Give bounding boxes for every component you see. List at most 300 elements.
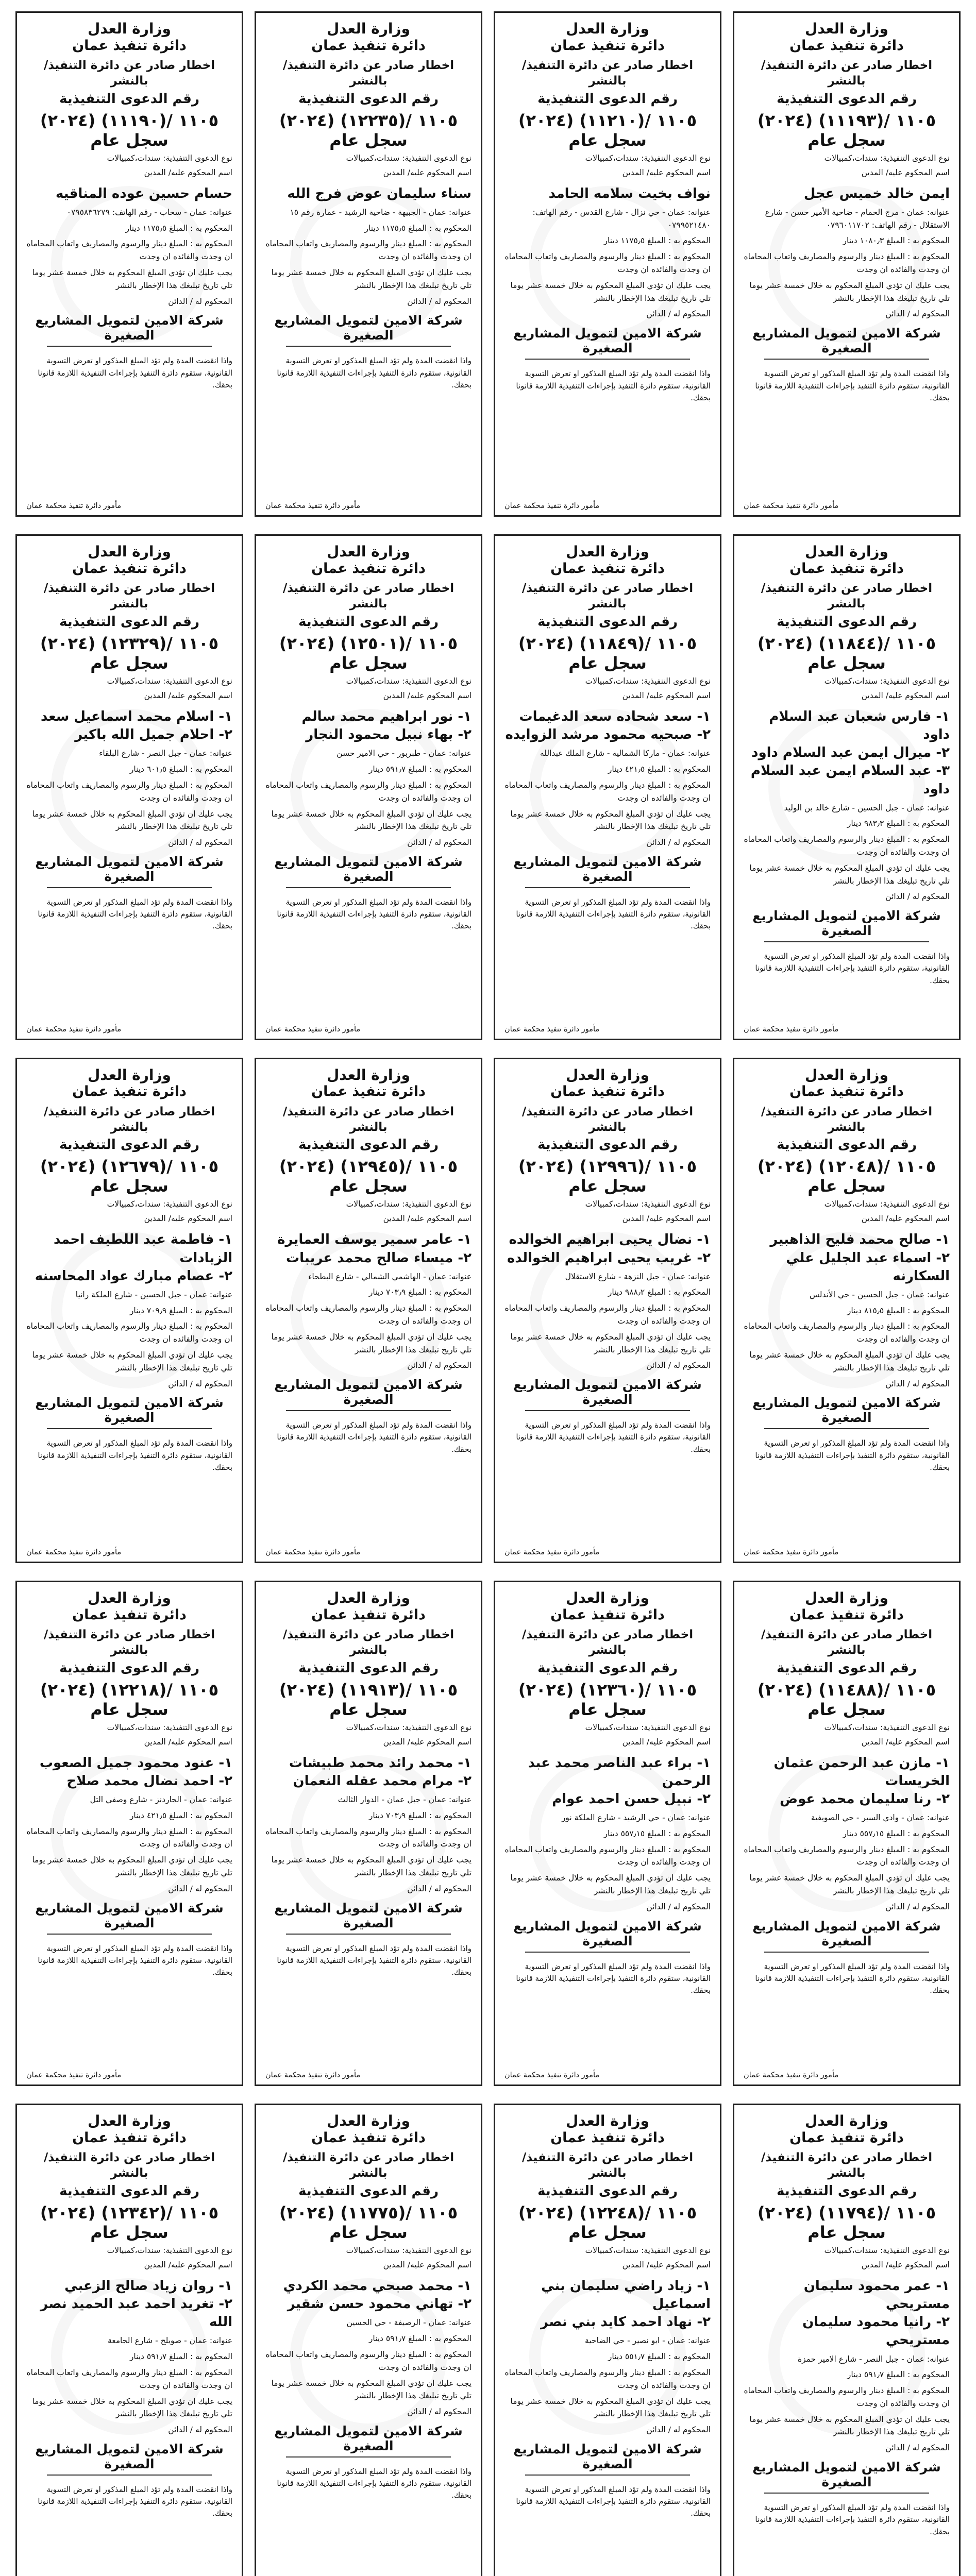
creditor-company: شركة الامين لتمويل المشاريع الصغيرة: [752, 326, 941, 356]
department-title: دائرة تنفيذ عمان: [72, 1606, 187, 1623]
demand-text: يجب عليك ان تؤدي المبلغ المحكوم به خلال خمسة عشر يوما تلي تاريخ تبليغك هذا الإخطار بالنشر: [32, 1855, 232, 1877]
case-number-label: رقم الدعوى التنفيذية: [537, 614, 678, 630]
notice-title: اخطار صادر عن دائرة التنفيذ/ بالنشر: [43, 58, 215, 88]
execution-notice: [255, 534, 482, 1040]
divider: [525, 2475, 690, 2476]
divider: [764, 941, 929, 942]
creditor-label: المحكوم له / الدائن: [646, 1361, 711, 1370]
notice-title: اخطار صادر عن دائرة التنفيذ/ بالنشر: [761, 58, 933, 88]
ministry-title: وزارة العدل: [805, 543, 888, 561]
notice-footer: واذا انقضت المدة ولم تؤد المبلغ المذكور او تعرض التسوية القانونية، ستقوم دائرة التنفيذ بإجراءات التنفيذية اللازمة قانونا بحقك.: [755, 369, 950, 402]
ministry-title: وزارة العدل: [327, 2112, 410, 2130]
case-number-label: رقم الدعوى التنفيذية: [777, 1137, 917, 1153]
debtor-list: [265, 708, 472, 744]
ministry-title: وزارة العدل: [805, 2112, 888, 2130]
ministry-title: وزارة العدل: [327, 20, 410, 37]
case-number: ١١٠٥ /(١٢٣٢٩) (٢٠٢٤) سجل عام: [40, 634, 219, 673]
case-number-label: رقم الدعوى التنفيذية: [537, 1660, 678, 1676]
notice-footer: واذا انقضت المدة ولم تؤد المبلغ المذكور او تعرض التسوية القانونية، ستقوم دائرة التنفيذ بإجراءات التنفيذية اللازمة قانونا بحقك.: [277, 1420, 472, 1454]
divider: [47, 1428, 212, 1429]
debtor-address: عنوانه: عمان - جبل الحسين - شارع خالد بن الوليد: [784, 803, 950, 812]
debtor-name: ٢- نبيل حسن احمد عوام: [552, 1791, 711, 1807]
notice-title: اخطار صادر عن دائرة التنفيذ/ بالنشر: [43, 1628, 215, 1657]
department-title: دائرة تنفيذ عمان: [72, 1083, 187, 1100]
case-number-label: رقم الدعوى التنفيذية: [777, 1660, 917, 1676]
debtor-list: [504, 1754, 711, 1808]
demand-text: يجب عليك ان تؤدي المبلغ المحكوم به خلال خمسة عشر يوما تلي تاريخ تبليغك هذا الإخطار بالنشر: [749, 863, 950, 886]
case-number-label: رقم الدعوى التنفيذية: [59, 91, 199, 107]
notice-title: اخطار صادر عن دائرة التنفيذ/ بالنشر: [761, 2151, 933, 2180]
debtor-name: ٢- صبحيه محمود مرشد الزوايده: [505, 727, 711, 743]
amount-line: المحكوم به : المبلغ ١١٧٥٫٥ دينار: [603, 236, 711, 246]
notice-title: اخطار صادر عن دائرة التنفيذ/ بالنشر: [43, 2151, 215, 2180]
debtor-list: [504, 1231, 711, 1267]
case-number-label: رقم الدعوى التنفيذية: [59, 2183, 199, 2199]
execution-notice: [15, 1058, 243, 1563]
debtor-name: ايمن خالد خميس عجل: [803, 185, 950, 201]
debtor-name: ١- عمر محمود سليمان مستريحي: [803, 2278, 950, 2312]
creditor-label: المحكوم له / الدائن: [646, 838, 711, 848]
notice-title: اخطار صادر عن دائرة التنفيذ/ بالنشر: [282, 58, 455, 88]
creditor-label: المحكوم له / الدائن: [407, 1361, 472, 1370]
execution-notice: [494, 2104, 721, 2576]
divider: [47, 1934, 212, 1935]
case-number: ١١٠٥ /(١٢٠٤٨) (٢٠٢٤) سجل عام: [757, 1157, 936, 1196]
debtor-address: عنوانه: عمان - ماركا الشمالية - شارع الملك عبدالله: [540, 749, 711, 758]
amount-terms: المحكوم به : المبلغ دينار والرسوم والمصاريف واتعاب المحاماه ان وجدت والفائده ان وجدت: [744, 252, 950, 275]
amount-line: المحكوم به : المبلغ ٧٠٣٫٩ دينار: [368, 1810, 472, 1820]
case-type: نوع الدعوى التنفيذية: سندات،كمبيالات: [824, 153, 950, 163]
case-type: نوع الدعوى التنفيذية: سندات،كمبيالات: [346, 1722, 472, 1732]
divider: [286, 887, 451, 888]
execution-notice: [15, 534, 243, 1040]
debtor-list: [504, 185, 711, 203]
divider: [525, 359, 690, 360]
judgment-line: اسم المحكوم عليه/ المدين: [144, 1737, 232, 1747]
amount-line: المحكوم به : المبلغ ٥٥١٫٧ دينار: [608, 2352, 711, 2362]
demand-text: يجب عليك ان تؤدي المبلغ المحكوم به خلال خمسة عشر يوما تلي تاريخ تبليغك هذا الإخطار بالنشر: [749, 280, 950, 303]
notice-title: اخطار صادر عن دائرة التنفيذ/ بالنشر: [521, 582, 694, 611]
amount-line: المحكوم به : المبلغ ٧٠٣٫٩ دينار: [368, 1287, 472, 1297]
creditor-label: المحكوم له / الدائن: [885, 309, 950, 319]
demand-text: يجب عليك ان تؤدي المبلغ المحكوم به خلال خمسة عشر يوما تلي تاريخ تبليغك هذا الإخطار بالنشر: [271, 809, 472, 832]
amount-line: المحكوم به : المبلغ ٥٩١٫٧ دينار: [368, 765, 472, 774]
debtor-name: ١- زياد راضي سليمان بني اسماعيل: [541, 2278, 711, 2312]
signature: مأمور دائرة تنفيذ محكمة عمان: [26, 502, 122, 511]
demand-text: يجب عليك ان تؤدي المبلغ المحكوم به خلال خمسة عشر يوما تلي تاريخ تبليغك هذا الإخطار بالنشر: [271, 268, 472, 290]
demand-text: يجب عليك ان تؤدي المبلغ المحكوم به خلال خمسة عشر يوما تلي تاريخ تبليغك هذا الإخطار بالنشر: [510, 2396, 711, 2419]
amount-terms: المحكوم به : المبلغ دينار والرسوم والمصاريف واتعاب المحاماه ان وجدت والفائده ان وجدت: [26, 1826, 232, 1849]
debtor-name: ١- سعد شحاده سعد الدغيمات: [519, 709, 711, 725]
spacer: [26, 1473, 232, 1545]
debtor-name: ٢- عصام مبارك عواد المحاسنه: [35, 1268, 232, 1284]
case-number-label: رقم الدعوى التنفيذية: [537, 2183, 678, 2199]
spacer: [744, 2538, 950, 2576]
debtor-address: عنوانه: عمان - جبل الحسين - حي الأندلس: [810, 1290, 950, 1299]
signature: مأمور دائرة تنفيذ محكمة عمان: [504, 502, 600, 511]
signature: مأمور دائرة تنفيذ محكمة عمان: [744, 1025, 839, 1033]
divider: [47, 346, 212, 347]
notice-title: اخطار صادر عن دائرة التنفيذ/ بالنشر: [521, 1105, 694, 1134]
debtor-name: ٢- احلام جميل الله باكير: [75, 727, 232, 743]
case-type: نوع الدعوى التنفيذية: سندات،كمبيالات: [107, 1199, 232, 1209]
execution-notice: [733, 11, 961, 517]
judgment-line: اسم المحكوم عليه/ المدين: [861, 167, 950, 177]
execution-notice: [15, 2104, 243, 2576]
creditor-company: شركة الامين لتمويل المشاريع الصغيرة: [274, 1377, 463, 1408]
signature: مأمور دائرة تنفيذ محكمة عمان: [744, 2071, 839, 2080]
debtor-address: عنوانه: عمان - ابو نصير - حي الضاحية: [585, 2336, 711, 2346]
notice-footer: واذا انقضت المدة ولم تؤد المبلغ المذكور او تعرض التسوية القانونية، ستقوم دائرة التنفيذ بإجراءات التنفيذية اللازمة قانونا بحقك.: [277, 1943, 472, 1977]
notice-footer: واذا انقضت المدة ولم تؤد المبلغ المذكور او تعرض التسوية القانونية، ستقوم دائرة التنفيذ بإجراءات التنفيذية اللازمة قانونا بحقك.: [755, 2503, 950, 2536]
notice-title: اخطار صادر عن دائرة التنفيذ/ بالنشر: [761, 1105, 933, 1134]
debtor-address: عنوانه: عمان - جبل عمان - الدوار الثالث: [338, 1794, 472, 1804]
amount-line: المحكوم به : المبلغ ٧٠٩٫٩ دينار: [129, 1306, 232, 1315]
debtor-list: [26, 708, 232, 744]
department-title: دائرة تنفيذ عمان: [789, 1606, 904, 1623]
ministry-title: وزارة العدل: [88, 2112, 171, 2130]
judgment-line: اسم المحكوم عليه/ المدين: [861, 1737, 950, 1747]
department-title: دائرة تنفيذ عمان: [311, 2129, 426, 2146]
amount-line: المحكوم به : المبلغ ١١٧٥٫٥ دينار: [364, 223, 472, 233]
case-number-label: رقم الدعوى التنفيذية: [298, 2183, 439, 2199]
execution-notice: [494, 11, 721, 517]
notice-footer: واذا انقضت المدة ولم تؤد المبلغ المذكور او تعرض التسوية القانونية، ستقوم دائرة التنفيذ بإجراءات التنفيذية اللازمة قانونا بحقك.: [755, 1961, 950, 1995]
debtor-name: ١- عامر سمير يوسف العمايرة: [277, 1232, 472, 1248]
notice-footer: واذا انقضت المدة ولم تؤد المبلغ المذكور او تعرض التسوية القانونية، ستقوم دائرة التنفيذ بإجراءات التنفيذية اللازمة قانونا بحقك.: [38, 1438, 232, 1472]
department-title: دائرة تنفيذ عمان: [311, 37, 426, 54]
notice-title: اخطار صادر عن دائرة التنفيذ/ بالنشر: [282, 582, 455, 611]
amount-line: المحكوم به : المبلغ ٤٢١٫٥ دينار: [129, 1810, 232, 1820]
creditor-company: شركة الامين لتمويل المشاريع الصغيرة: [752, 2460, 941, 2490]
spacer: [504, 2520, 711, 2576]
divider: [764, 1428, 929, 1429]
execution-notice: [15, 11, 243, 517]
demand-text: يجب عليك ان تؤدي المبلغ المحكوم به خلال خمسة عشر يوما تلي تاريخ تبليغك هذا الإخطار بالنشر: [510, 1873, 711, 1896]
amount-line: المحكوم به : المبلغ ٥٩١٫٧ دينار: [368, 2334, 472, 2344]
notice-footer: واذا انقضت المدة ولم تؤد المبلغ المذكور او تعرض التسوية القانونية، ستقوم دائرة التنفيذ بإجراءات التنفيذية اللازمة قانونا بحقك.: [516, 369, 711, 402]
debtor-list: [504, 2277, 711, 2331]
judgment-line: اسم المحكوم عليه/ المدين: [622, 1737, 711, 1747]
creditor-company: شركة الامين لتمويل المشاريع الصغيرة: [274, 2423, 463, 2453]
creditor-label: المحكوم له / الدائن: [885, 1379, 950, 1388]
notice-title: اخطار صادر عن دائرة التنفيذ/ بالنشر: [282, 1628, 455, 1657]
debtor-name: ٢- مرام محمد عقله النعمان: [293, 1773, 472, 1789]
spacer: [26, 1978, 232, 2068]
department-title: دائرة تنفيذ عمان: [311, 560, 426, 577]
ministry-title: وزارة العدل: [88, 1589, 171, 1606]
department-title: دائرة تنفيذ عمان: [311, 1606, 426, 1623]
debtor-list: [744, 1231, 950, 1285]
ministry-title: وزارة العدل: [566, 1066, 649, 1083]
creditor-company: شركة الامين لتمويل المشاريع الصغيرة: [274, 854, 463, 884]
divider: [47, 887, 212, 888]
ministry-title: وزارة العدل: [805, 20, 888, 37]
execution-notice: [733, 1058, 961, 1563]
department-title: دائرة تنفيذ عمان: [789, 1083, 904, 1100]
debtor-address: عنوانه: عمان - الجاردنز - شارع وصفي التل: [90, 1794, 232, 1804]
demand-text: يجب عليك ان تؤدي المبلغ المحكوم به خلال خمسة عشر يوما تلي تاريخ تبليغك هذا الإخطار بالنشر: [510, 1332, 711, 1354]
creditor-company: شركة الامين لتمويل المشاريع الصغيرة: [513, 1377, 702, 1408]
judgment-line: اسم المحكوم عليه/ المدين: [622, 691, 711, 701]
creditor-label: المحكوم له / الدائن: [168, 1884, 232, 1893]
debtor-name: ٢- احمد نضال محمد صلاح: [66, 1773, 232, 1789]
debtor-name: ١- مازن عبد الرحمن عثمان الخريسات: [773, 1755, 950, 1789]
debtor-list: [744, 708, 950, 798]
amount-terms: المحكوم به : المبلغ دينار والرسوم والمصاريف واتعاب المحاماه ان وجدت والفائده ان وجدت: [504, 252, 711, 275]
creditor-label: المحكوم له / الدائن: [168, 296, 232, 306]
spacer: [744, 1996, 950, 2068]
debtor-name: ١- روان زياد صالح الزعبي: [64, 2278, 232, 2294]
department-title: دائرة تنفيذ عمان: [789, 560, 904, 577]
department-title: دائرة تنفيذ عمان: [789, 37, 904, 54]
creditor-company: شركة الامين لتمويل المشاريع الصغيرة: [35, 1900, 224, 1930]
debtor-name: ١- عنود محمود جميل الصعوب: [39, 1755, 232, 1771]
creditor-label: المحكوم له / الدائن: [885, 1902, 950, 1911]
creditor-company: شركة الامين لتمويل المشاريع الصغيرة: [35, 854, 224, 884]
execution-notice: [733, 2104, 961, 2576]
demand-text: يجب عليك ان تؤدي المبلغ المحكوم به خلال خمسة عشر يوما تلي تاريخ تبليغك هذا الإخطار بالنشر: [32, 809, 232, 832]
debtor-list: [265, 185, 472, 203]
case-number: ١١٠٥ /(١٢٢٣٥) (٢٠٢٤) سجل عام: [279, 110, 458, 150]
debtor-name: ١- محمد رائد محمد طبيشات: [289, 1755, 472, 1771]
creditor-label: المحكوم له / الدائن: [646, 1902, 711, 1911]
spacer: [265, 933, 472, 1022]
department-title: دائرة تنفيذ عمان: [311, 1083, 426, 1100]
divider: [764, 359, 929, 360]
debtor-name: ١- براء عبد الناصر محمد عبد الرحمن: [528, 1755, 711, 1789]
notice-footer: واذا انقضت المدة ولم تؤد المبلغ المذكور او تعرض التسوية القانونية، ستقوم دائرة التنفيذ بإجراءات التنفيذية اللازمة قانونا بحقك.: [277, 2466, 472, 2500]
divider: [764, 2493, 929, 2494]
debtor-name: ٢- تغريد احمد عبد الحميد نصر الله: [40, 2296, 232, 2330]
judgment-line: اسم المحكوم عليه/ المدين: [144, 167, 232, 177]
debtor-list: [26, 2277, 232, 2331]
case-number-label: رقم الدعوى التنفيذية: [537, 91, 678, 107]
debtor-list: [744, 1754, 950, 1808]
judgment-line: اسم المحكوم عليه/ المدين: [144, 691, 232, 701]
judgment-line: اسم المحكوم عليه/ المدين: [383, 691, 472, 701]
demand-text: يجب عليك ان تؤدي المبلغ المحكوم به خلال خمسة عشر يوما تلي تاريخ تبليغك هذا الإخطار بالنشر: [749, 1873, 950, 1896]
signature: مأمور دائرة تنفيذ محكمة عمان: [265, 1548, 361, 1556]
ministry-title: وزارة العدل: [805, 1589, 888, 1606]
notice-footer: واذا انقضت المدة ولم تؤد المبلغ المذكور او تعرض التسوية القانونية، ستقوم دائرة التنفيذ بإجراءات التنفيذية اللازمة قانونا بحقك.: [38, 897, 232, 931]
creditor-label: المحكوم له / الدائن: [646, 309, 711, 319]
signature: مأمور دائرة تنفيذ محكمة عمان: [26, 2071, 122, 2080]
ministry-title: وزارة العدل: [566, 543, 649, 561]
debtor-name: ١- محمد صبحي محمد الكردي: [283, 2278, 472, 2294]
debtor-name: ٢- رنا سليمان محمد عوض: [780, 1791, 950, 1807]
execution-notice: [494, 1058, 721, 1563]
debtor-name: ١- فاطمة عبد اللطيف احمد الزيادات: [53, 1232, 232, 1266]
spacer: [26, 2520, 232, 2576]
ministry-title: وزارة العدل: [327, 1066, 410, 1083]
signature: مأمور دائرة تنفيذ محكمة عمان: [504, 1548, 600, 1556]
signature: مأمور دائرة تنفيذ محكمة عمان: [504, 1025, 600, 1033]
amount-terms: المحكوم به : المبلغ دينار والرسوم والمصاريف واتعاب المحاماه ان وجدت والفائده ان وجدت: [504, 1844, 711, 1867]
judgment-line: اسم المحكوم عليه/ المدين: [144, 2260, 232, 2270]
case-number-label: رقم الدعوى التنفيذية: [298, 1137, 439, 1153]
case-number-label: رقم الدعوى التنفيذية: [59, 1660, 199, 1676]
amount-line: المحكوم به : المبلغ ٥٥٧٫١٥ دينار: [843, 1828, 950, 1838]
amount-line: المحكوم به : المبلغ ٤٢١٫٥ دينار: [608, 765, 711, 774]
divider: [286, 346, 451, 347]
creditor-company: شركة الامين لتمويل المشاريع الصغيرة: [35, 313, 224, 343]
spacer: [744, 987, 950, 1022]
ministry-title: وزارة العدل: [88, 1066, 171, 1083]
case-number: ١١٠٥ /(١٢٥٠١) (٢٠٢٤) سجل عام: [279, 634, 458, 673]
creditor-label: المحكوم له / الدائن: [407, 1884, 472, 1893]
debtor-list: [26, 1231, 232, 1285]
debtor-address: عنوانه: عمان - جبل النصر - شارع البلقاء: [99, 749, 232, 758]
debtor-address: عنوانه: عمان - حي الرشيد - شارع الملكة نور: [561, 1813, 711, 1823]
case-number: ١١٠٥ /(١١٧٩٤) (٢٠٢٤) سجل عام: [757, 2203, 936, 2243]
judgment-line: اسم المحكوم عليه/ المدين: [861, 2260, 950, 2270]
debtor-list: [265, 1231, 472, 1267]
debtor-address: عنوانه: عمان - مرج الحمام - ضاحية الأمير حسن - شارع الاستقلال - رقم الهاتف: ٠٧٩٦٠١١٧٠٢: [765, 207, 950, 230]
department-title: دائرة تنفيذ عمان: [550, 2129, 665, 2146]
case-number-label: رقم الدعوى التنفيذية: [59, 614, 199, 630]
case-number: ١١٠٥ /(١١١٩٣) (٢٠٢٤) سجل عام: [757, 110, 936, 150]
judgment-line: اسم المحكوم عليه/ المدين: [383, 1737, 472, 1747]
demand-text: يجب عليك ان تؤدي المبلغ المحكوم به خلال خمسة عشر يوما تلي تاريخ تبليغك هذا الإخطار بالنشر: [749, 2414, 950, 2437]
judgment-line: اسم المحكوم عليه/ المدين: [861, 691, 950, 701]
notice-title: اخطار صادر عن دائرة التنفيذ/ بالنشر: [43, 1105, 215, 1134]
amount-line: المحكوم به : المبلغ ٩٨٣٫٣ دينار: [847, 819, 950, 828]
case-number: ١١٠٥ /(١٢٩٩٦) (٢٠٢٤) سجل عام: [518, 1157, 697, 1196]
debtor-address: عنوانه: عمان - سحاب - رقم الهاتف: ٠٧٩٥٨٣٦٢٧٩: [66, 207, 232, 217]
case-number-label: رقم الدعوى التنفيذية: [777, 614, 917, 630]
department-title: دائرة تنفيذ عمان: [550, 37, 665, 54]
amount-line: المحكوم به : المبلغ ٦٠١٫٥ دينار: [129, 765, 232, 774]
debtor-name: سناء سليمان عوض فرج الله: [287, 185, 472, 201]
debtor-address: عنوانه: عمان - صويلح - شارع الجامعة: [107, 2336, 232, 2346]
divider: [525, 887, 690, 888]
amount-line: المحكوم به : المبلغ ١٠٨٠٫٣ دينار: [843, 236, 950, 246]
debtor-list: [265, 2277, 472, 2313]
debtor-name: ٢- بهاء نبيل محمود النجار: [306, 727, 472, 743]
department-title: دائرة تنفيذ عمان: [550, 1606, 665, 1623]
creditor-company: شركة الامين لتمويل المشاريع الصغيرة: [274, 1900, 463, 1930]
case-number: ١١٠٥ /(١٢٦٧٩) (٢٠٢٤) سجل عام: [40, 1157, 219, 1196]
creditor-label: المحكوم له / الدائن: [646, 2425, 711, 2435]
debtor-list: [744, 2277, 950, 2349]
signature: مأمور دائرة تنفيذ محكمة عمان: [504, 2071, 600, 2080]
case-type: نوع الدعوى التنفيذية: سندات،كمبيالات: [346, 2246, 472, 2256]
creditor-company: شركة الامين لتمويل المشاريع الصغيرة: [513, 1918, 702, 1948]
demand-text: يجب عليك ان تؤدي المبلغ المحكوم به خلال خمسة عشر يوما تلي تاريخ تبليغك هذا الإخطار بالنشر: [32, 268, 232, 290]
case-type: نوع الدعوى التنفيذية: سندات،كمبيالات: [585, 153, 711, 163]
case-number: ١١٠٥ /(١٢٩٤٥) (٢٠٢٤) سجل عام: [279, 1157, 458, 1196]
notice-footer: واذا انقضت المدة ولم تؤد المبلغ المذكور او تعرض التسوية القانونية، ستقوم دائرة التنفيذ بإجراءات التنفيذية اللازمة قانونا بحقك.: [38, 2484, 232, 2518]
case-number-label: رقم الدعوى التنفيذية: [298, 91, 439, 107]
debtor-list: [744, 185, 950, 203]
creditor-company: شركة الامين لتمويل المشاريع الصغيرة: [752, 1395, 941, 1426]
notice-title: اخطار صادر عن دائرة التنفيذ/ بالنشر: [521, 58, 694, 88]
amount-terms: المحكوم به : المبلغ دينار والرسوم والمصاريف واتعاب المحاماه ان وجدت والفائده ان وجدت: [265, 1303, 472, 1326]
department-title: دائرة تنفيذ عمان: [72, 560, 187, 577]
amount-terms: المحكوم به : المبلغ دينار والرسوم والمصاريف واتعاب المحاماه ان وجدت والفائده ان وجدت: [26, 2368, 232, 2390]
debtor-name: حسام حسين عوده المناقيه: [55, 185, 232, 201]
spacer: [26, 391, 232, 499]
amount-terms: المحكوم به : المبلغ دينار والرسوم والمصاريف واتعاب المحاماه ان وجدت والفائده ان وجدت: [265, 2349, 472, 2372]
spacer: [504, 933, 711, 1022]
creditor-label: المحكوم له / الدائن: [168, 838, 232, 848]
creditor-company: شركة الامين لتمويل المشاريع الصغيرة: [513, 2441, 702, 2471]
debtor-name: ٢- تهاني محمود حسن شقير: [287, 2296, 472, 2312]
ministry-title: وزارة العدل: [327, 543, 410, 561]
case-type: نوع الدعوى التنفيذية: سندات،كمبيالات: [107, 676, 232, 686]
debtor-name: ١- اسلام محمد اسماعيل سعد: [41, 709, 232, 725]
case-number: ١١٠٥ /(١٢٣٤٢) (٢٠٢٤) سجل عام: [40, 2203, 219, 2243]
demand-text: يجب عليك ان تؤدي المبلغ المحكوم به خلال خمسة عشر يوما تلي تاريخ تبليغك هذا الإخطار بالنشر: [510, 809, 711, 832]
creditor-label: المحكوم له / الدائن: [407, 296, 472, 306]
case-number: ١١٠٥ /(١١٨٤٩) (٢٠٢٤) سجل عام: [518, 634, 697, 673]
divider: [47, 2475, 212, 2476]
spacer: [504, 1996, 711, 2068]
amount-line: المحكوم به : المبلغ ٥٥٧٫١٥ دينار: [603, 1828, 711, 1838]
demand-text: يجب عليك ان تؤدي المبلغ المحكوم به خلال خمسة عشر يوما تلي تاريخ تبليغك هذا الإخطار بالنشر: [271, 2378, 472, 2401]
debtor-list: [26, 185, 232, 203]
amount-line: المحكوم به : المبلغ ١١٧٥٫٥ دينار: [125, 223, 232, 233]
amount-terms: المحكوم به : المبلغ دينار والرسوم والمصاريف واتعاب المحاماه ان وجدت والفائده ان وجدت: [26, 239, 232, 262]
demand-text: يجب عليك ان تؤدي المبلغ المحكوم به خلال خمسة عشر يوما تلي تاريخ تبليغك هذا الإخطار بالنشر: [32, 2396, 232, 2419]
amount-line: المحكوم به : المبلغ ٨١٥٫٥ دينار: [847, 1306, 950, 1315]
debtor-name: ٣- عبد السلام ايمن عبد السلام داود: [750, 763, 950, 797]
amount-terms: المحكوم به : المبلغ دينار والرسوم والمصاريف واتعاب المحاماه ان وجدت والفائده ان وجدت: [504, 2368, 711, 2390]
creditor-company: شركة الامين لتمويل المشاريع الصغيرة: [513, 326, 702, 356]
notice-title: اخطار صادر عن دائرة التنفيذ/ بالنشر: [761, 1628, 933, 1657]
case-type: نوع الدعوى التنفيذية: سندات،كمبيالات: [107, 1722, 232, 1732]
divider: [764, 1952, 929, 1953]
case-number-label: رقم الدعوى التنفيذية: [298, 1660, 439, 1676]
execution-notice: [15, 1581, 243, 2086]
divider: [286, 2456, 451, 2458]
debtor-name: ٢- ميرال ايمن عبد السلام داود: [751, 745, 950, 761]
spacer: [504, 1455, 711, 1545]
notice-title: اخطار صادر عن دائرة التنفيذ/ بالنشر: [521, 2151, 694, 2180]
debtor-address: عنوانه: عمان - الرصيفة - حي الحسين: [346, 2318, 472, 2328]
amount-terms: المحكوم به : المبلغ دينار والرسوم والمصاريف واتعاب المحاماه ان وجدت والفائده ان وجدت: [265, 780, 472, 803]
department-title: دائرة تنفيذ عمان: [72, 2129, 187, 2146]
amount-terms: المحكوم به : المبلغ دينار والرسوم والمصاريف واتعاب المحاماه ان وجدت والفائده ان وجدت: [26, 780, 232, 803]
amount-terms: المحكوم به : المبلغ دينار والرسوم والمصاريف واتعاب المحاماه ان وجدت والفائده ان وجدت: [504, 1303, 711, 1326]
ministry-title: وزارة العدل: [805, 1066, 888, 1083]
creditor-label: المحكوم له / الدائن: [407, 838, 472, 848]
debtor-list: [265, 1754, 472, 1790]
demand-text: يجب عليك ان تؤدي المبلغ المحكوم به خلال خمسة عشر يوما تلي تاريخ تبليغك هذا الإخطار بالنشر: [749, 1350, 950, 1372]
spacer: [744, 404, 950, 499]
debtor-name: ٢- غريب يحيى ابراهيم الخوالده: [507, 1250, 711, 1266]
notice-footer: واذا انقضت المدة ولم تؤد المبلغ المذكور او تعرض التسوية القانونية، ستقوم دائرة التنفيذ بإجراءات التنفيذية اللازمة قانونا بحقك.: [755, 952, 950, 985]
debtor-name: ٢- اسماء عبد الجليل علي السكارنه: [786, 1250, 950, 1284]
signature: مأمور دائرة تنفيذ محكمة عمان: [744, 1548, 839, 1556]
case-number: ١١٠٥ /(١١١٩٠) (٢٠٢٤) سجل عام: [40, 110, 219, 150]
spacer: [504, 404, 711, 499]
signature: مأمور دائرة تنفيذ محكمة عمان: [265, 502, 361, 511]
case-number: ١١٠٥ /(١٢٢١٨) (٢٠٢٤) سجل عام: [40, 1680, 219, 1719]
case-type: نوع الدعوى التنفيذية: سندات،كمبيالات: [346, 153, 472, 163]
debtor-name: ٢- رانيا محمود سليمان مستريحي: [802, 2314, 950, 2348]
case-type: نوع الدعوى التنفيذية: سندات،كمبيالات: [824, 2246, 950, 2256]
amount-line: المحكوم به : المبلغ ٩٨٨٫٢ دينار: [608, 1287, 711, 1297]
notice-footer: واذا انقضت المدة ولم تؤد المبلغ المذكور او تعرض التسوية القانونية، ستقوم دائرة التنفيذ بإجراءات التنفيذية اللازمة قانونا بحقك.: [38, 356, 232, 389]
amount-terms: المحكوم به : المبلغ دينار والرسوم والمصاريف واتعاب المحاماه ان وجدت والفائده ان وجدت: [744, 835, 950, 857]
execution-notice: [494, 534, 721, 1040]
case-number: ١١٠٥ /(١٢٢٤٨) (٢٠٢٤) سجل عام: [518, 2203, 697, 2243]
case-number: ١١٠٥ /(١٢٣٦٠) (٢٠٢٤) سجل عام: [518, 1680, 697, 1719]
debtor-name: ٢- نهاد احمد كايد بني نصر: [541, 2314, 711, 2330]
notice-footer: واذا انقضت المدة ولم تؤد المبلغ المذكور او تعرض التسوية القانونية، ستقوم دائرة التنفيذ بإجراءات التنفيذية اللازمة قانونا بحقك.: [516, 2484, 711, 2518]
